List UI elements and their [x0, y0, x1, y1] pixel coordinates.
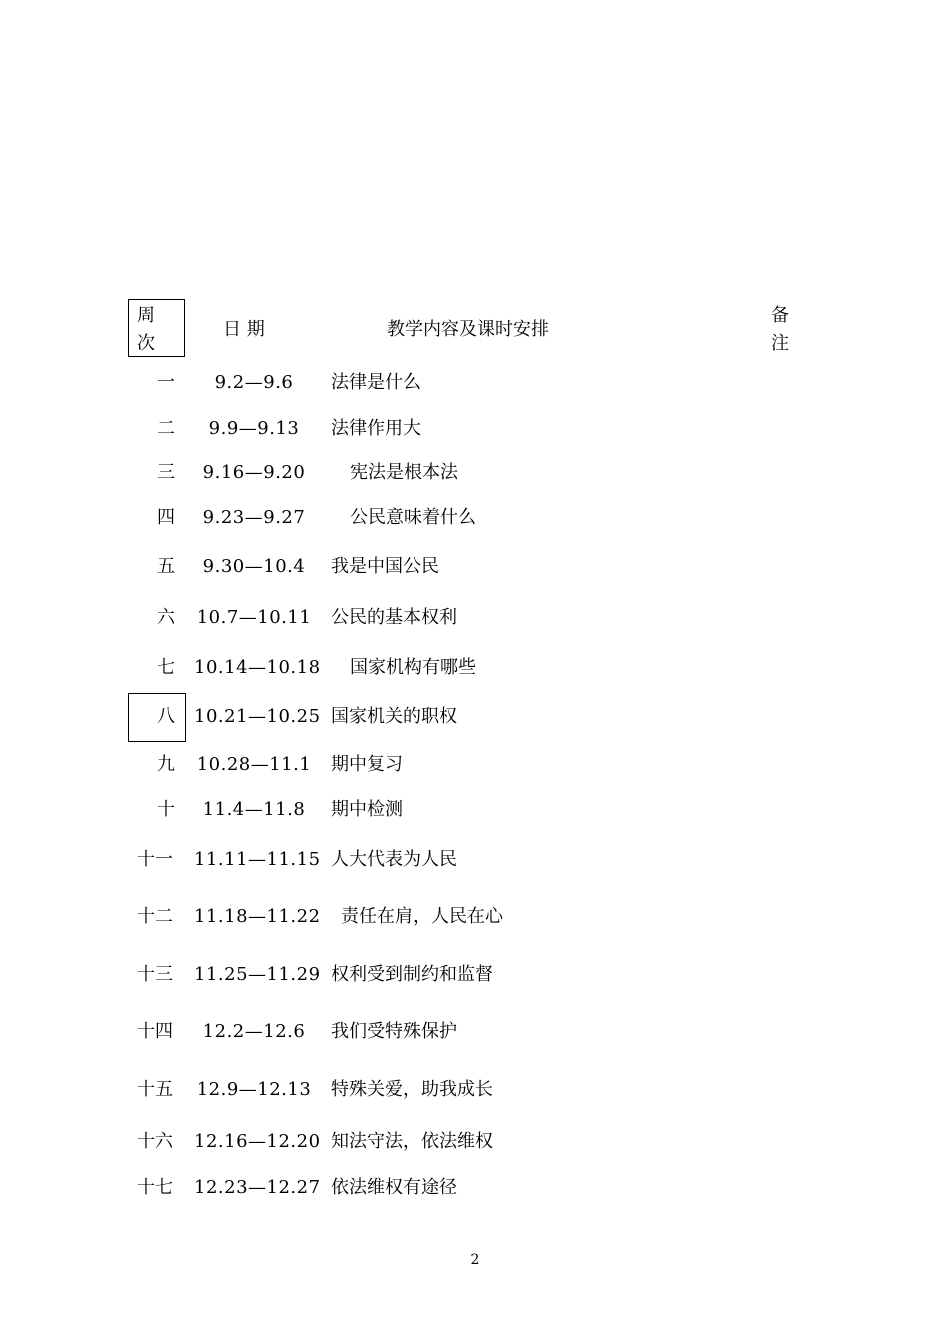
date-cell: 11.25—11.29: [194, 964, 321, 985]
date-cell: 12.16—12.20: [194, 1131, 321, 1152]
table-row: [0, 414, 950, 444]
table-row: [0, 702, 950, 732]
date-cell: 9.23—9.27: [202, 507, 306, 528]
table-row: [0, 458, 950, 488]
content-cell: 特殊关爱，助我成长: [331, 1079, 493, 1100]
table-row: [0, 750, 950, 780]
table-row: [0, 552, 950, 582]
content-cell: 公民的基本权利: [331, 607, 457, 628]
table-row: [0, 795, 950, 825]
table-row: [0, 960, 950, 990]
content-cell: 权利受到制约和监督: [331, 964, 493, 985]
week-header: 周次: [137, 305, 155, 354]
content-cell: 法律是什么: [331, 372, 421, 393]
date-cell: 10.21—10.25: [194, 706, 321, 727]
week-cell: 十: [157, 799, 175, 820]
date-cell: 9.30—10.4: [202, 556, 306, 577]
content-cell: 我们受特殊保护: [331, 1021, 457, 1042]
content-cell: 人大代表为人民: [331, 849, 457, 870]
week-cell: 五: [157, 556, 175, 577]
table-row: [0, 845, 950, 875]
week-cell: 十三: [137, 964, 173, 985]
date-cell: 11.18—11.22: [194, 906, 321, 927]
table-row: [0, 1075, 950, 1105]
table-row: [0, 653, 950, 683]
table-row: [0, 503, 950, 533]
week-cell: 七: [157, 657, 175, 678]
week-cell: 六: [157, 607, 175, 628]
week-cell: 十六: [137, 1131, 173, 1152]
date-cell: 9.9—9.13: [208, 418, 300, 439]
table-row: [0, 1127, 950, 1157]
date-cell: 12.9—12.13: [196, 1079, 312, 1100]
date-cell: 11.11—11.15: [194, 849, 321, 870]
week-cell: 三: [157, 462, 175, 483]
content-cell: 依法维权有途径: [331, 1177, 457, 1198]
content-cell: 宪法是根本法: [350, 462, 458, 483]
week-cell: 一: [157, 372, 175, 393]
content-cell: 国家机关的职权: [331, 706, 457, 727]
table-row: [0, 902, 950, 932]
week-cell: 十七: [137, 1177, 173, 1198]
page-number: 2: [470, 1252, 480, 1268]
content-cell: 知法守法，依法维权: [331, 1131, 493, 1152]
date-cell: 12.23—12.27: [194, 1177, 321, 1198]
date-cell: 11.4—11.8: [202, 799, 306, 820]
date-cell: 10.28—11.1: [196, 754, 312, 775]
table-row: [0, 368, 950, 398]
date-cell: 9.16—9.20: [202, 462, 306, 483]
content-cell: 期中检测: [331, 799, 403, 820]
week-cell: 十五: [137, 1079, 173, 1100]
content-cell: 我是中国公民: [331, 556, 439, 577]
week-cell: 十一: [137, 849, 173, 870]
week-cell: 八: [157, 706, 175, 727]
table-row: [0, 1173, 950, 1203]
remark-header: 备注: [771, 305, 789, 354]
date-header: 日 期: [223, 319, 265, 340]
week-cell: 二: [157, 418, 175, 439]
week-cell: 十四: [137, 1021, 173, 1042]
content-cell: 法律作用大: [331, 418, 421, 439]
date-cell: 12.2—12.6: [202, 1021, 306, 1042]
content-cell: 公民意味着什么: [350, 507, 476, 528]
week-cell: 十二: [137, 906, 173, 927]
content-header: 教学内容及课时安排: [387, 319, 549, 340]
content-cell: 责任在肩，人民在心: [341, 906, 503, 927]
week-cell: 四: [157, 507, 175, 528]
table-row: [0, 1017, 950, 1047]
content-cell: 国家机构有哪些: [350, 657, 476, 678]
content-cell: 期中复习: [331, 754, 403, 775]
date-cell: 9.2—9.6: [214, 372, 294, 393]
date-cell: 10.14—10.18: [194, 657, 321, 678]
table-row: [0, 603, 950, 633]
date-cell: 10.7—10.11: [196, 607, 312, 628]
week-cell: 九: [157, 754, 175, 775]
